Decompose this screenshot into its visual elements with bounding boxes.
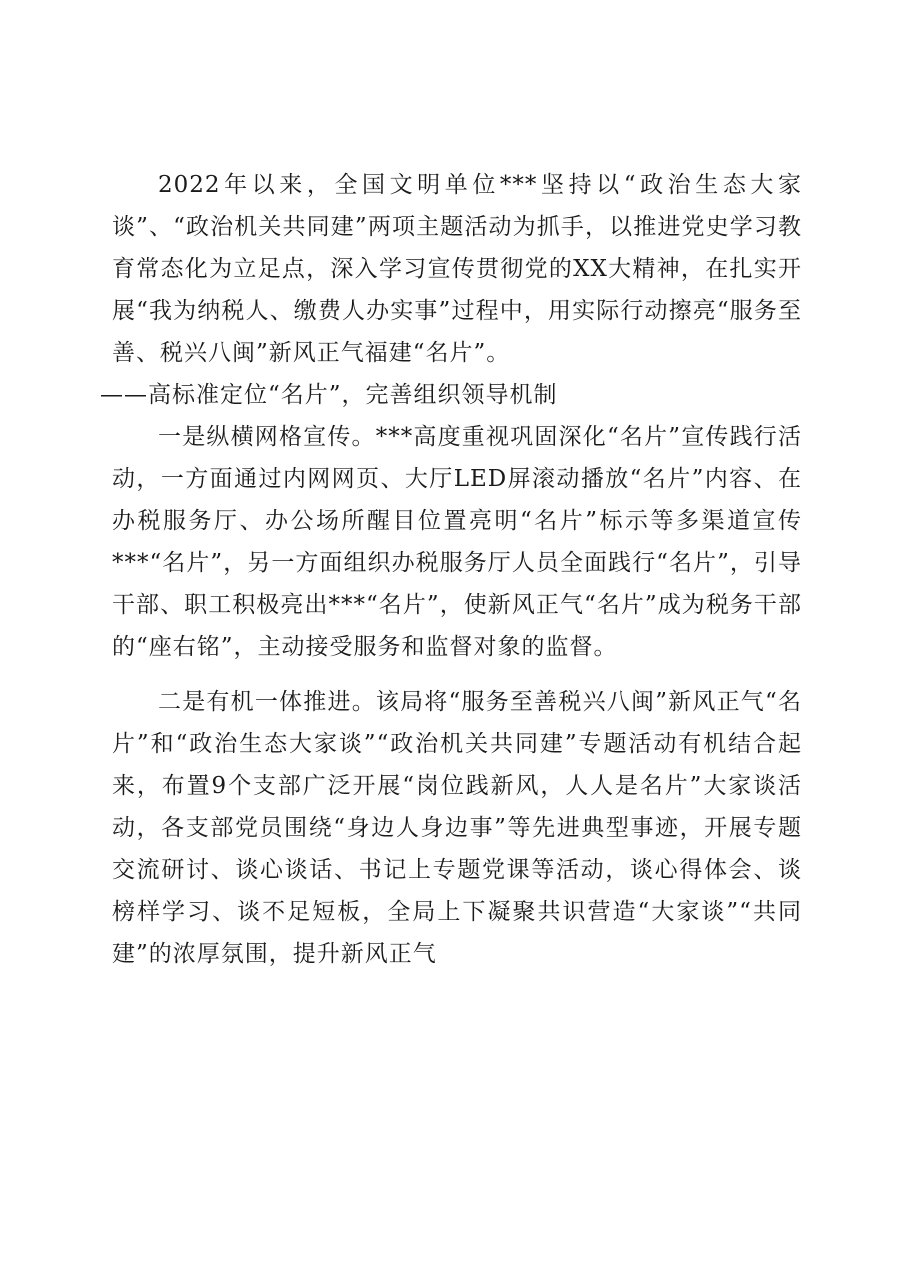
point-one-paragraph: 一是纵横网格宣传。***高度重视巩固深化“名片”宣传践行活动，一方面通过内网网页、大厅LED屏滚动播放“名片”内容、在办税服务厅、办公场所醒目位置亮明“名片”标示等多渠道宣传***“名片”，另一方面组织办税服务厅人员全面践行“名片”，引导干部、职工积极亮出***“名片”，使新风正气“名片”成为税务干部的“座右铭”，主动接受服务和监督对象的监督。 bbox=[112, 424, 802, 660]
section-heading: ——高标准定位“名片”，完善组织领导机制 bbox=[100, 382, 558, 408]
document-body bbox=[100, 164, 802, 975]
intro-paragraph: 2022年以来，全国文明单位***坚持以“政治生态大家谈”、“政治机关共同建”两项主题活动为抓手，以推进党史学习教育常态化为立足点，深入学习宣传贯彻党的XX大精神，在扎实开展“我为纳税人、缴费人办实事”过程中，用实际行动擦亮“服务至善、税兴八闽”新风正气福建“名片”。 bbox=[112, 172, 802, 366]
point-two-paragraph: 二是有机一体推进。该局将“服务至善税兴八闽”新风正气“名片”和“政治生态大家谈”“政治机关共同建”专题活动有机结合起来，布置9个支部广泛开展“岗位践新风，人人是名片”大家谈活动，各支部党员围绕“身边人身边事”等先进典型事迹，开展专题交流研讨、谈心谈话、书记上专题党课等活动，谈心得体会、谈榜样学习、谈不足短板，全局上下凝聚共识营造“大家谈”“共同建”的浓厚氛围，提升新风正气 bbox=[112, 689, 802, 967]
